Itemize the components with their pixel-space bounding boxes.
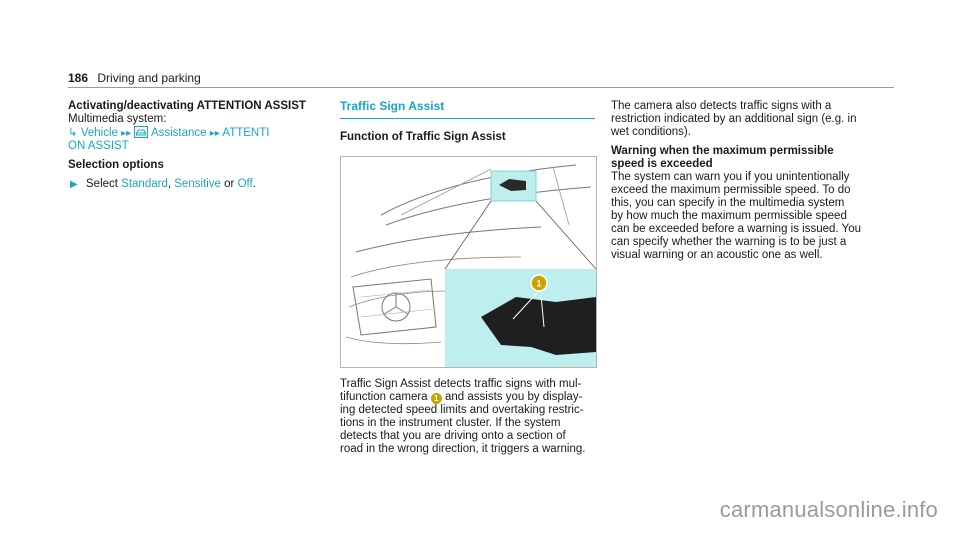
warning-heading: Warning when the maximum permissible speed is exceeded xyxy=(611,145,834,170)
path-attention-link[interactable]: ATTENTI xyxy=(222,127,270,139)
select-text: Select xyxy=(86,178,118,190)
section-heading: Traffic Sign Assist xyxy=(340,100,595,119)
page-header xyxy=(68,71,201,85)
bullet-arrow-icon: ▶ xyxy=(70,179,78,190)
description-paragraph: Traffic Sign Assist detects traffic signs with mul- tifunction camera 1 and assists you by display- ing detected speed limits and overtaking restric- tions in the instrument cluster. If the system detects that you are driving onto a section of road in the wrong direction, it triggers a warning. xyxy=(340,378,586,455)
car-icon xyxy=(134,127,151,139)
selection-options-heading: Selection options xyxy=(68,159,164,171)
multimedia-label: Multimedia system: xyxy=(68,113,167,125)
menu-path xyxy=(68,126,318,140)
selection-bullet: ▶ Select Standard, Sensitive or Off. xyxy=(70,178,256,190)
path-arrow-icon: ↳ xyxy=(68,127,78,139)
camera-paragraph: The camera also detects traffic signs with a restriction indicated by an additional sign (e.g. in wet conditions). xyxy=(611,100,857,138)
page-number: 186 xyxy=(68,71,89,85)
attention-assist-heading: Activating/deactivating ATTENTION ASSIST xyxy=(68,100,306,112)
double-chevron-icon: ▸▸ xyxy=(209,128,220,139)
callout-1-icon: 1 xyxy=(431,393,442,404)
path-vehicle-link[interactable]: Vehicle xyxy=(80,127,118,139)
watermark-text: carmanualsonline.info xyxy=(719,497,938,522)
function-heading: Function of Traffic Sign Assist xyxy=(340,131,506,143)
path-attention-link-cont[interactable]: ON ASSIST xyxy=(68,140,129,152)
column-warnings xyxy=(611,100,866,262)
path-assistance-link[interactable]: Assistance xyxy=(150,127,207,139)
car-camera-illustration xyxy=(340,156,597,368)
header-rule xyxy=(68,87,894,88)
figure-callout-1: 1 xyxy=(536,278,542,289)
or-text: or xyxy=(224,178,235,190)
double-chevron-icon: ▸▸ xyxy=(121,128,132,139)
warning-paragraph: The system can warn you if you unintentionally exceed the maximum permissible speed. To do this, you can specify in the multimedia system by how much the maximum permissible speed can be exceeded before a warning is issued. You can specify whether the warning is to be just a visual warning or an acoustic one as well. xyxy=(611,171,861,261)
option-standard[interactable]: Standard xyxy=(121,178,168,190)
section-title: Driving and parking xyxy=(97,71,201,85)
column-traffic-sign-assist xyxy=(340,100,595,456)
column-attention-assist xyxy=(68,100,318,191)
option-sensitive[interactable]: Sensitive xyxy=(174,178,221,190)
option-off[interactable]: Off xyxy=(237,178,253,190)
